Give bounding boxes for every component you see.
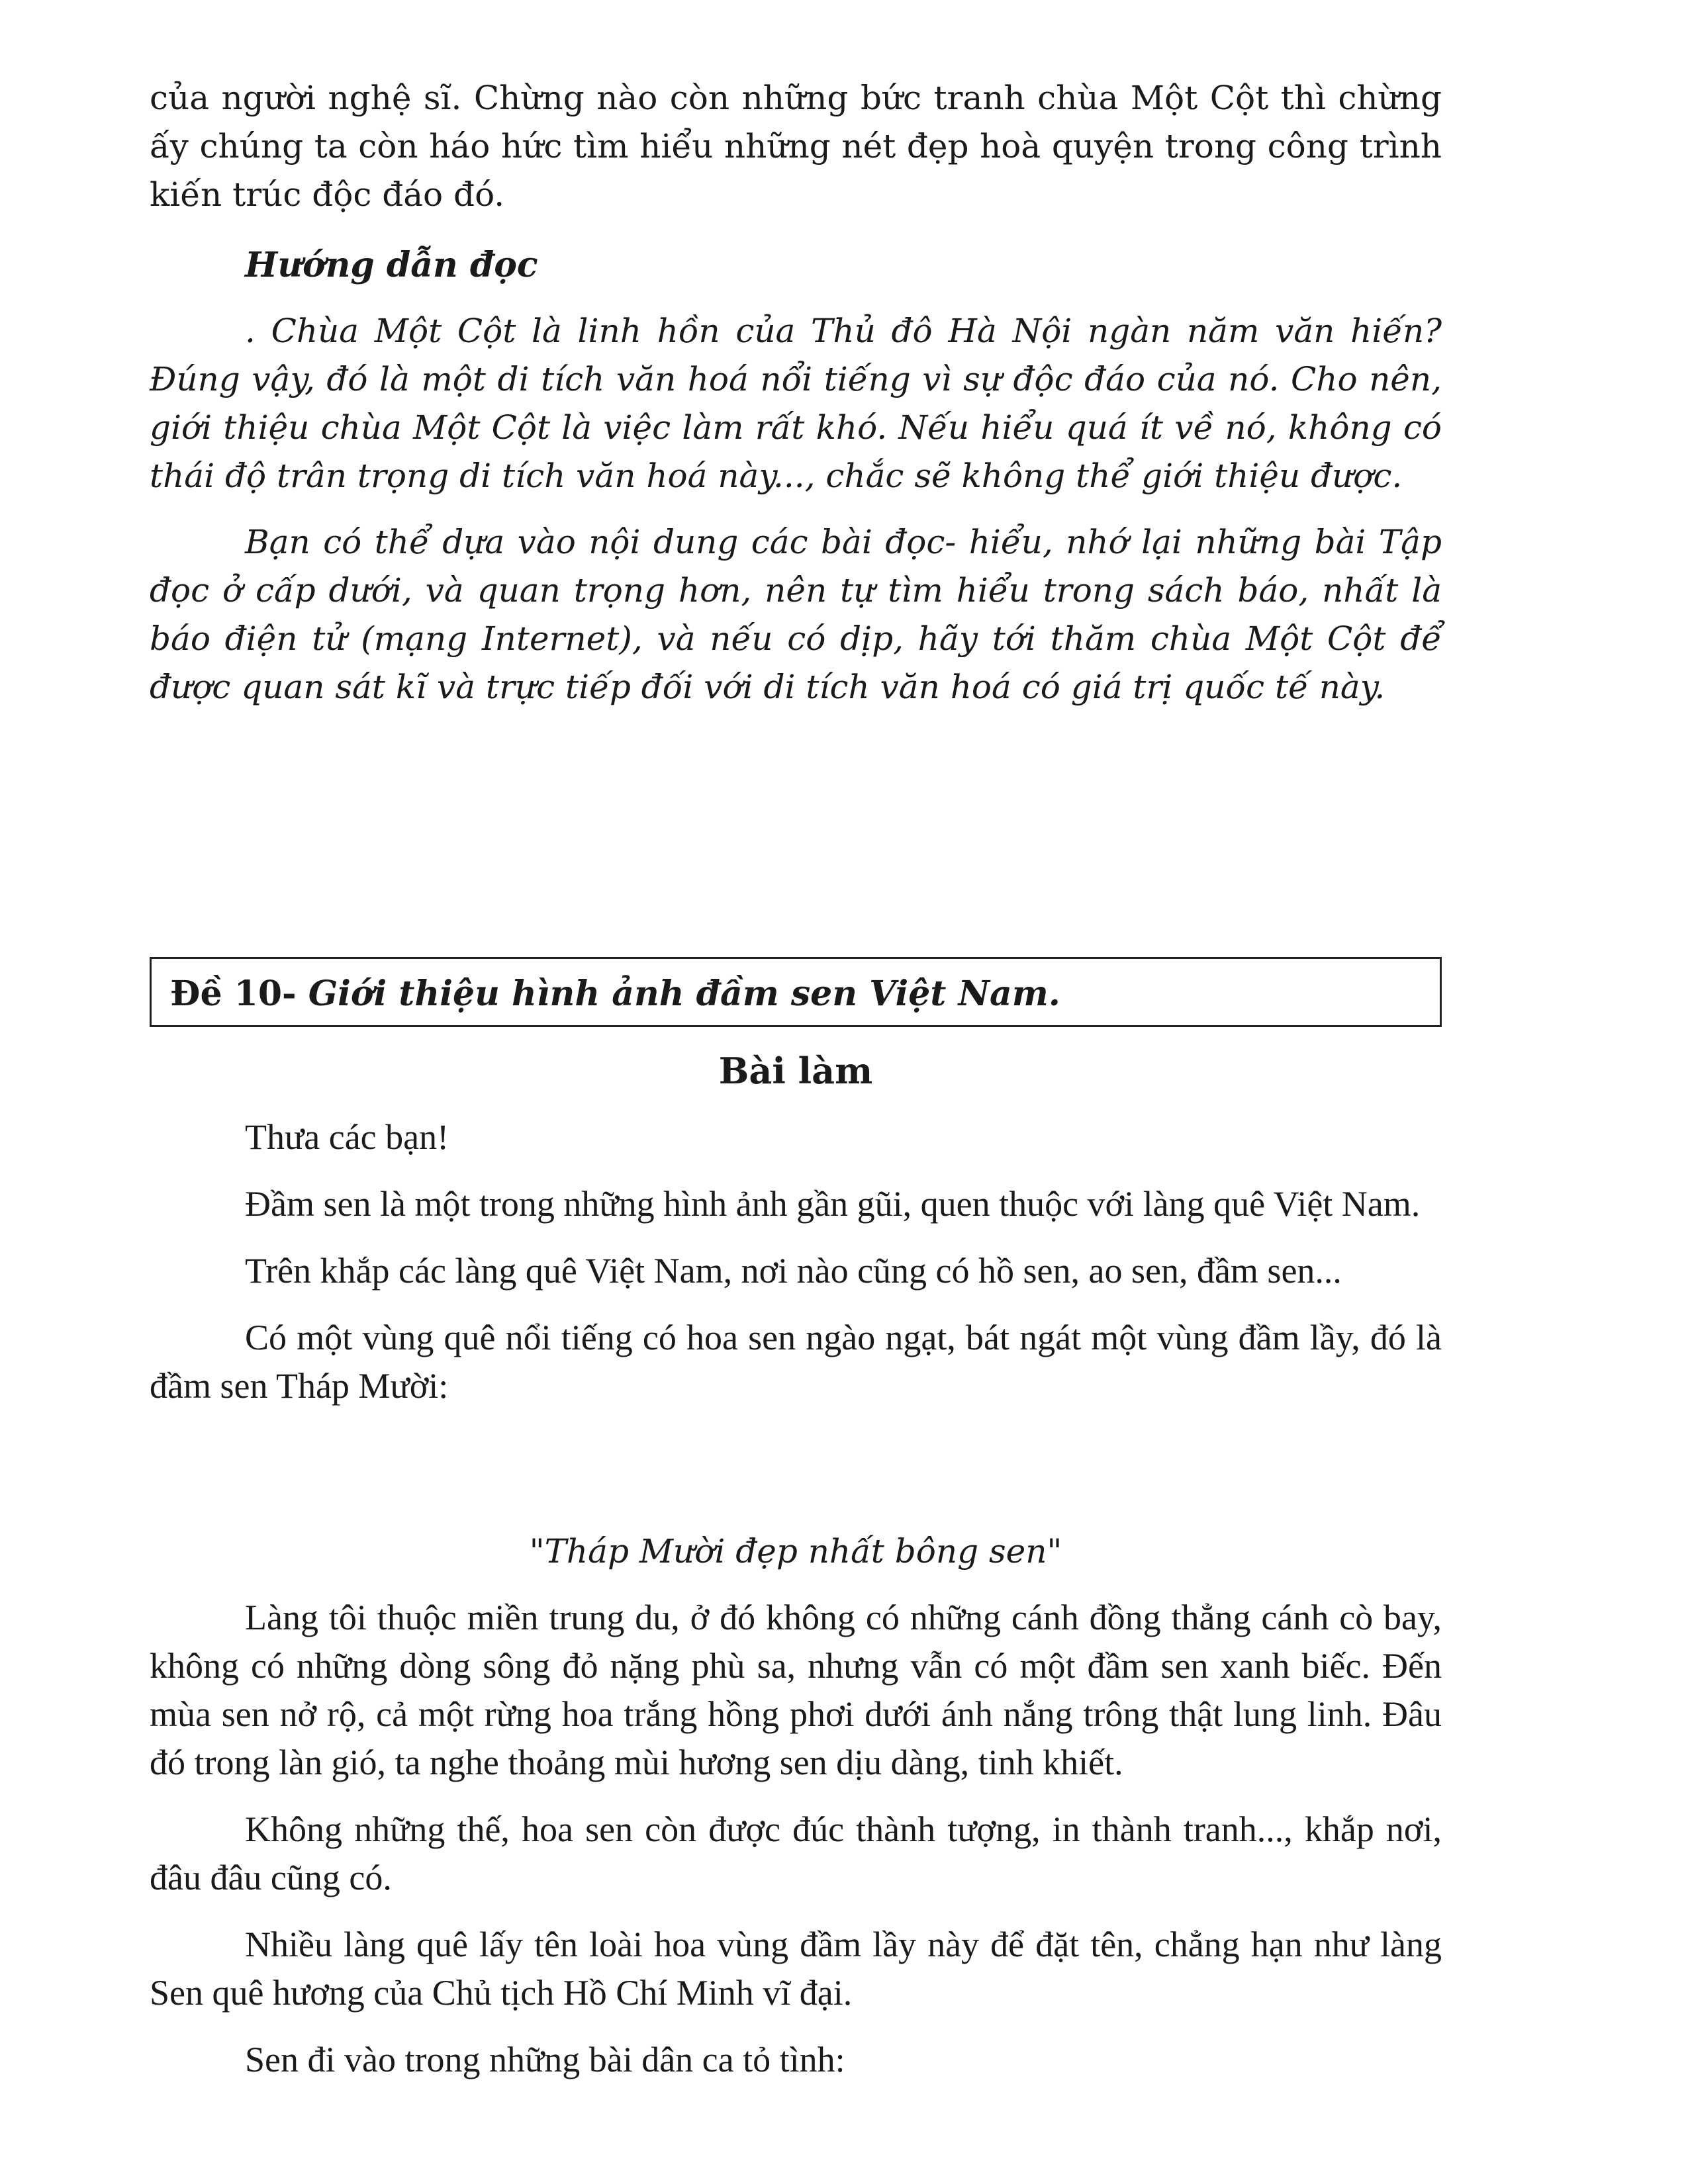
essay-paragraph-5: Làng tôi thuộc miền trung du, ở đó không có những cánh đồng thẳng cánh cò bay, không có những dòng sông đỏ nặng phù sa, nhưng vẫn có một đầm sen xanh biếc. Đến mùa sen nở rộ, cả một rừng hoa trắng hồng phơi dưới ánh nắng trông thật lung linh. Đâu đó trong làn gió, ta nghe thoảng mùi hương sen dịu dàng, tinh khiết. bbox=[150, 1598, 1442, 1782]
essay-paragraph-2: Đầm sen là một trong những hình ảnh gần gũi, quen thuộc với làng quê Việt Nam. bbox=[245, 1184, 1421, 1224]
essay-paragraph-6: Không những thế, hoa sen còn được đúc thành tượng, in thành tranh..., khắp nơi, đâu đâu cũng có. bbox=[150, 1809, 1442, 1897]
essay-paragraph-4: Có một vùng quê nổi tiếng có hoa sen ngào ngạt, bát ngát một vùng đầm lầy, đó là đầm sen Tháp Mười: bbox=[150, 1318, 1442, 1406]
essay-paragraph-1: Thưa các bạn! bbox=[245, 1117, 449, 1157]
continuation-paragraph: của người nghệ sĩ. Chừng nào còn những bức tranh chùa Một Cột thì chừng ấy chúng ta còn háo hức tìm hiểu những nét đẹp hoà quyện trong công trình kiến trúc độc đáo đó. bbox=[150, 79, 1442, 214]
guide-paragraph-2: Bạn có thể dựa vào nội dung các bài đọc- hiểu, nhớ lại những bài Tập đọc ở cấp dưới, và quan trọng hơn, nên tự tìm hiểu trong sách báo, nhất là báo điện tử (mạng Internet), và nếu có dịp, hãy tới thăm chùa Một Cột để được quan sát kĩ và trực tiếp đối với di tích văn hoá có giá trị quốc tế này. bbox=[150, 523, 1442, 706]
topic-title: Giới thiệu hình ảnh đầm sen Việt Nam. bbox=[308, 974, 1060, 1014]
top-section bbox=[150, 74, 1442, 219]
topic-line bbox=[170, 970, 1060, 1018]
reading-guide-heading: Hướng dẫn đọc bbox=[245, 245, 538, 285]
topic-box bbox=[150, 957, 1442, 1027]
essay-part-1 bbox=[150, 1113, 1442, 1410]
essay-paragraph-8: Sen đi vào trong những bài dân ca tỏ tình: bbox=[245, 2040, 845, 2079]
reading-guide-section bbox=[150, 241, 1442, 711]
guide-paragraph-1: . Chùa Một Cột là linh hồn của Thủ đô Hà Nội ngàn năm văn hiến? Đúng vậy, đó là một di tích văn hoá nổi tiếng vì sự độc đáo của nó. Cho nên, giới thiệu chùa Một Cột là việc làm rất khó. Nếu hiểu quá ít về nó, không có thái độ trân trọng di tích văn hoá này..., chắc sẽ không thể giới thiệu được. bbox=[150, 312, 1442, 495]
essay-paragraph-3: Trên khắp các làng quê Việt Nam, nơi nào cũng có hồ sen, ao sen, đầm sen... bbox=[245, 1251, 1342, 1291]
essay-paragraph-7: Nhiều làng quê lấy tên loài hoa vùng đầm lầy này để đặt tên, chẳng hạn như làng Sen quê hương của Chủ tịch Hồ Chí Minh vĩ đại. bbox=[150, 1925, 1442, 2013]
topic-number: Đề 10- bbox=[170, 974, 297, 1014]
essay-title: Bài làm bbox=[718, 1050, 873, 1092]
essay-part-2 bbox=[150, 1594, 1442, 2084]
essay-quote: "Tháp Mười đẹp nhất bông sen" bbox=[529, 1532, 1062, 1570]
